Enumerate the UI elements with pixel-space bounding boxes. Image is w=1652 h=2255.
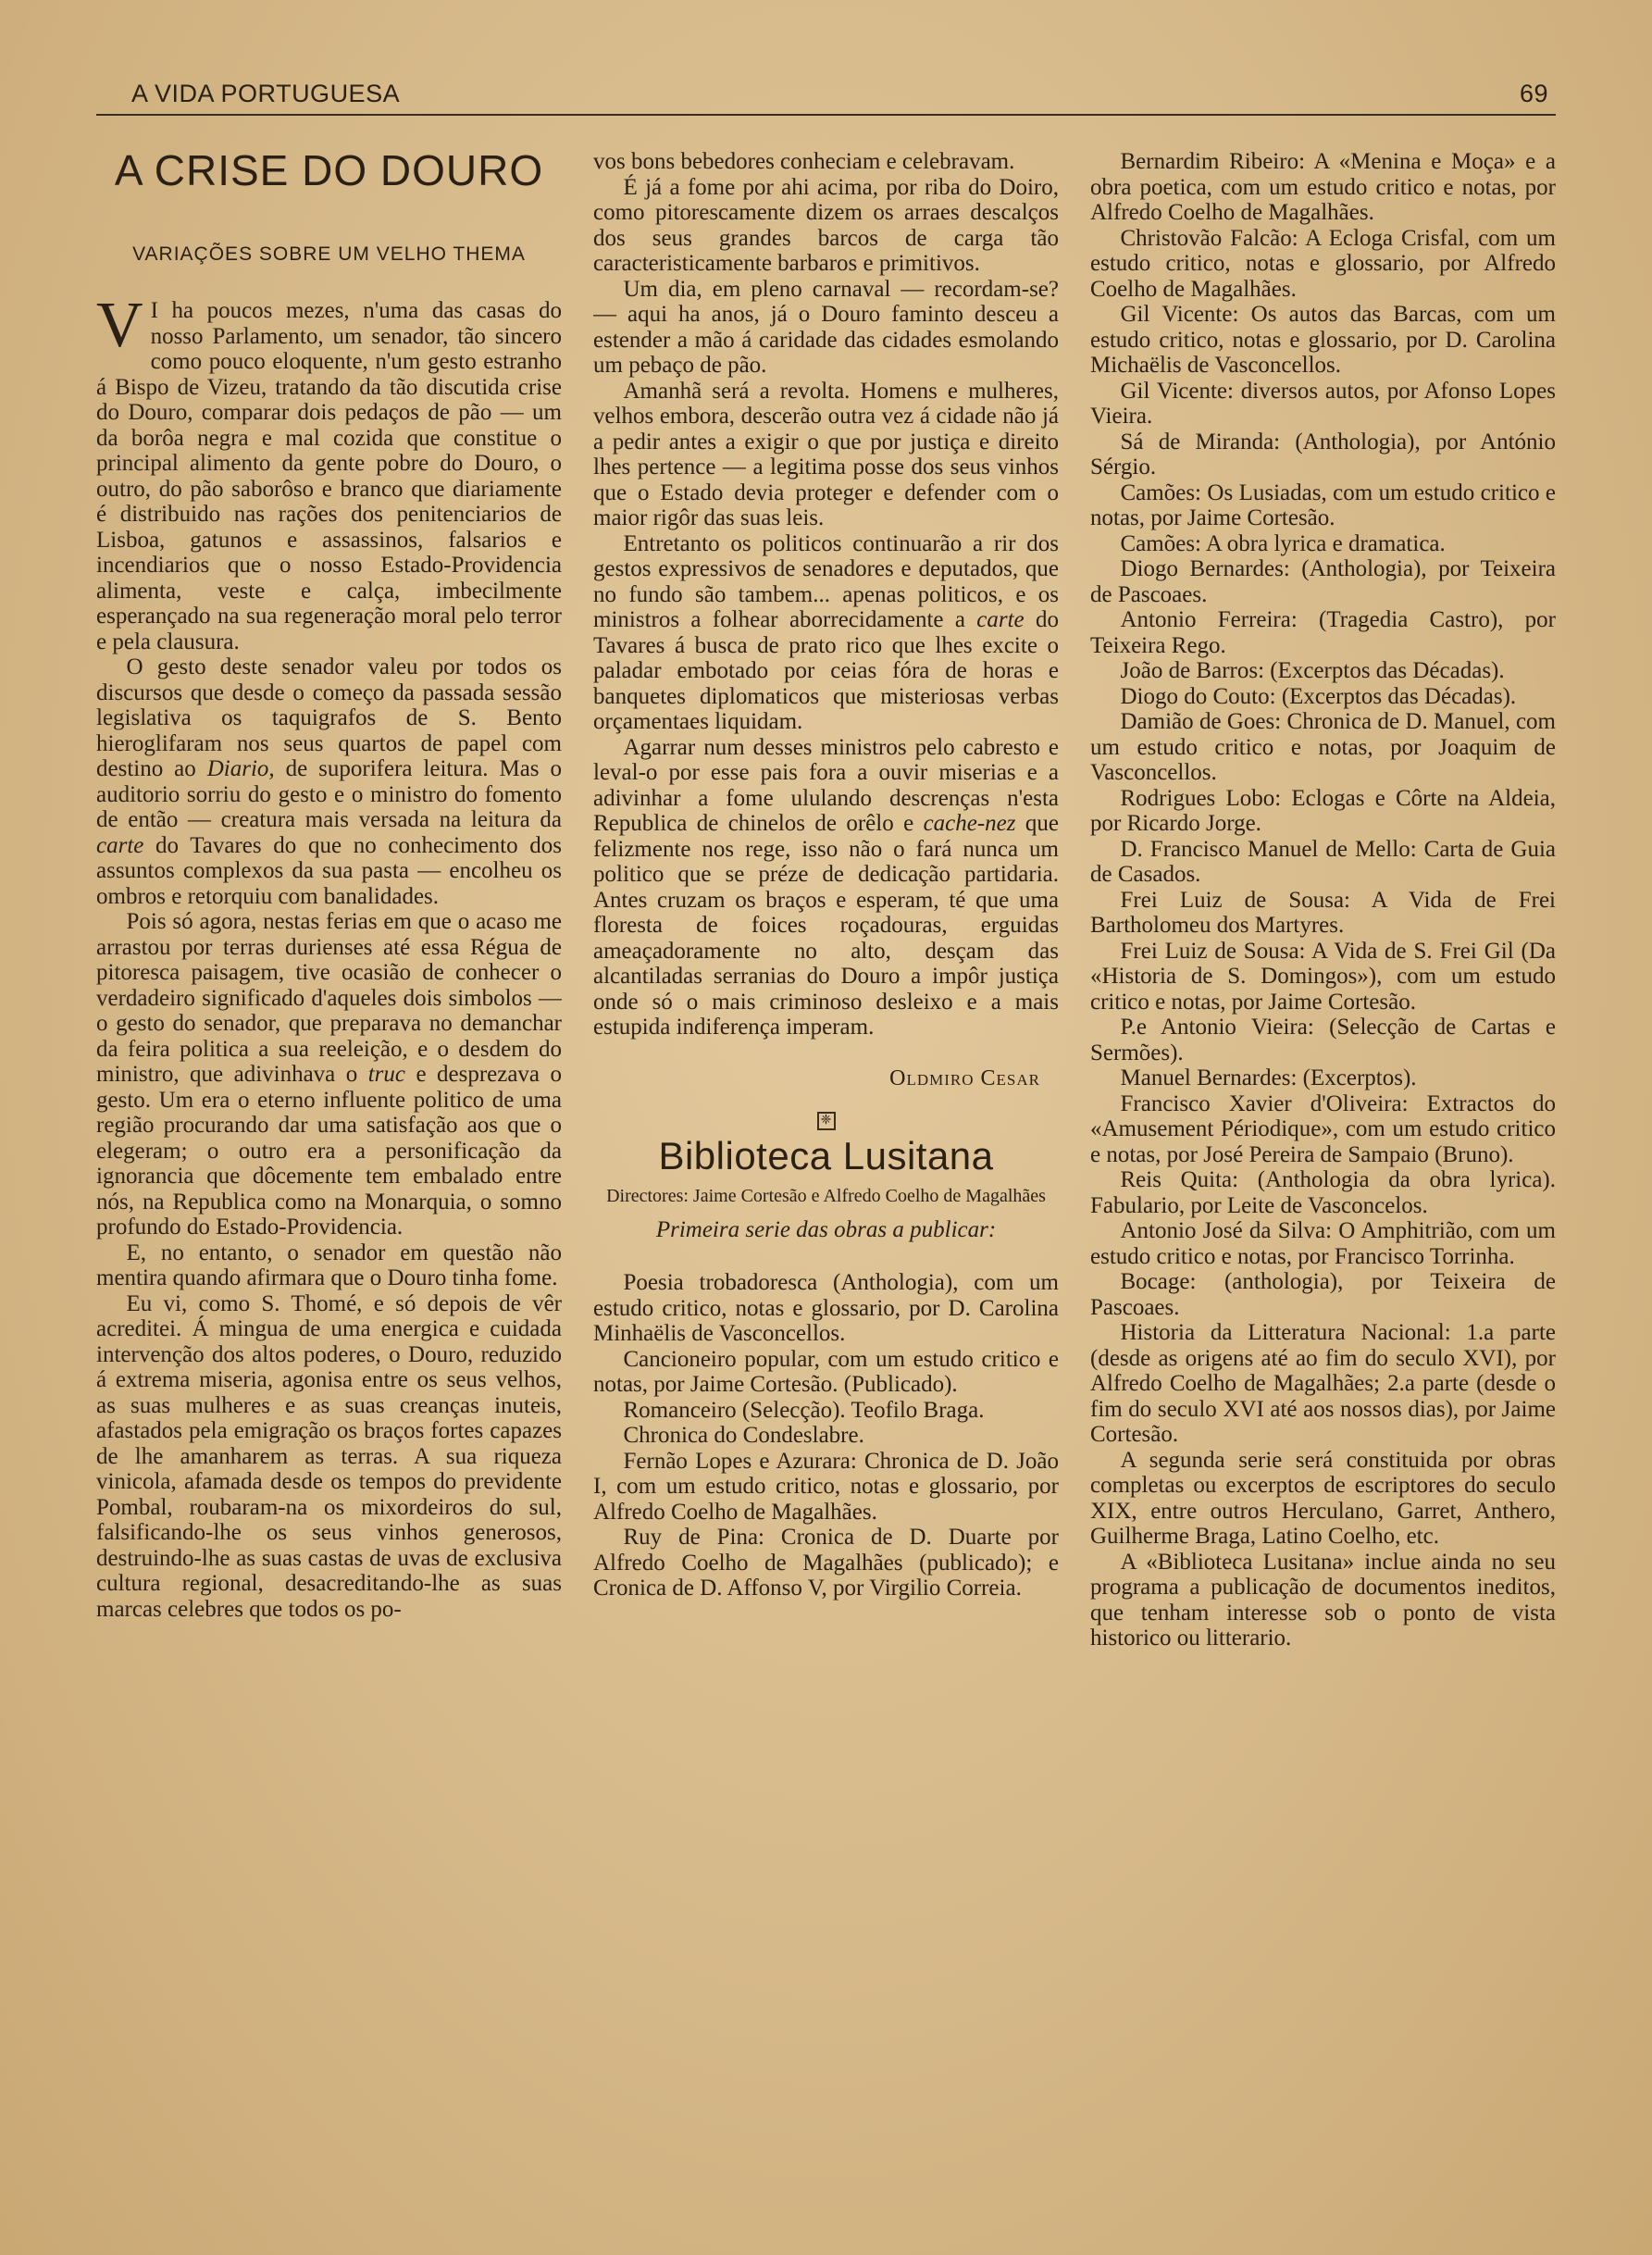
work-entry: Camões: Os Lusiadas, com um estudo critico e notas, por Jaime Cortesão.: [1090, 480, 1556, 530]
article-paragraph: vos bons bebedores conheciam e celebravam.: [593, 149, 1015, 174]
work-entry: Frei Luiz de Sousa: A Vida de S. Frei Gil (Da «Historia de S. Domingos»), com um estudo critico e notas, por Jaime Cortesão.: [1090, 938, 1556, 1015]
work-entry: Rodrigues Lobo: Eclogas e Côrte na Aldeia, por Ricardo Jorge.: [1090, 785, 1556, 836]
work-entry: Poesia trobadoresca (Anthologia), com um estudo critico, notas e glossario, por D. Carolina Minhaëlis de Vasconcellos.: [593, 1270, 1059, 1346]
article-paragraph: V I ha poucos mezes, n'uma das casas do nosso Parlamento, um senador, tão sincero como pouco eloquente, n'um gesto estranho á Bispo de Vizeu, tratando da tão discutida crise do Douro, comparar dois pedaços de pão — um da borôa negra e mal cozida que constitue o principal alimento da gente pobre do Douro, o outro, do pão saborôso e branco que diariamente é distribuido nas rações dos penitenciarios de Lisboa, gatunos e assassinos, falsarios e incendiarios que o nosso Estado-Providencia alimenta, veste e calça, imbecilmente esperançado na sua regeneração moral pelo terror e pela clausura.: [96, 290, 562, 654]
ornament-icon: ❈: [817, 1112, 836, 1130]
article-paragraph: Agarrar num desses ministros pelo cabresto e leval-o por esse pais fora a ouvir miserias e a adivinhar a fome ululando descrenças n'esta Republica de chinelos de orêlo e cache-nez que felizmente nos rege, isso não o fará nunca um politico que se préze de dedicação partidaria. Antes cruzam os braços e esperam, té que uma floresta de foices roçadouras, erguidas ameaçadoramente no alto, desçam das alcantiladas serranias do Douro a impôr justiça onde só o mais criminoso desleixo e a mais estupida indiferença imperam.: [593, 734, 1059, 1040]
work-entry: Frei Luiz de Sousa: A Vida de Frei Bartholomeu dos Martyres.: [1090, 887, 1556, 938]
work-entry: Bernardim Ribeiro: A «Menina e Moça» e a obra poetica, com um estudo critico e notas, por Alfredo Coelho de Magalhães.: [1090, 149, 1556, 225]
work-entry: Antonio José da Silva: O Amphitrião, com um estudo critico e notas, por Francisco Torrinha.: [1090, 1218, 1556, 1269]
article-paragraph: O gesto deste senador valeu por todos os discursos que desde o começo da passada sessão legislativa os taquigrafos de S. Bento hieroglifaram nos seus quartos de papel com destino ao Diario, de suporifera leitura. Mas o auditorio sorriu do gesto e o ministro do fomento de então — creatura mais versada na leitura da carte do Tavares do que no conhecimento dos assuntos complexos da sua pasta — encolheu os ombros e retorquiu com banalidades.: [96, 654, 562, 909]
article-subtitle: VARIAÇÕES SOBRE UM VELHO THEMA: [132, 243, 526, 265]
article-paragraph: É já a fome por ahi acima, por riba do Doiro, como pitorescamente dizem os arraes descalços dos seus grandes barcos de carga tão caracteristicamente barbaros e primitivos.: [593, 174, 1059, 276]
page-number: 69: [1519, 80, 1548, 107]
work-entry: Romanceiro (Selecção). Teofilo Braga.: [623, 1397, 985, 1423]
work-entry: Diogo Bernardes: (Anthologia), por Teixeira de Pascoaes.: [1090, 556, 1556, 607]
work-entry: D. Francisco Manuel de Mello: Carta de Guia de Casados.: [1090, 836, 1556, 887]
works-list-part-1: [593, 1270, 1059, 1601]
article-paragraph: Eu vi, como S. Thomé, e só depois de vêr acreditei. Á mingua de uma energica e cuidada intervenção dos altos poderes, o Douro, reduzido á extrema miseria, agonisa entre os seus velhos, as suas mulheres e as suas creanças inuteis, afastados pela emigração os braços fortes capazes de lhe amanharem as terras. A sua riqueza vinicola, afamada desde os tempos do previdente Pombal, roubaram-na os mixordeiros do sul, falsificando-lhe os seus vinhos generosos, destruindo-lhe as suas castas de uvas de exclusiva cultura regional, desacreditando-lhe as suas marcas celebres que todos os po-: [96, 1290, 562, 1622]
column-2: [593, 149, 1059, 2186]
work-entry: Francisco Xavier d'Oliveira: Extractos do «Amusement Périodique», com um estudo critico e notas, por José Pereira de Sampaio (Bruno).: [1090, 1090, 1556, 1167]
work-entry: A «Biblioteca Lusitana» inclue ainda no seu programa a publicação de documentos ineditos, que tenham interesse sob o ponto de vista historico ou litterario.: [1090, 1549, 1556, 1651]
column-1: [96, 149, 562, 2186]
work-entry: João de Barros: (Excerptos das Décadas).: [1120, 658, 1505, 683]
work-entry: Bocage: (anthologia), por Teixeira de Pascoaes.: [1090, 1269, 1556, 1320]
article-paragraph: Amanhã será a revolta. Homens e mulheres, velhos embora, descerão outra vez á cidade não já a pedir antes a exigir o que por justiça e direito lhes pertence — a legitima posse dos seus vinhos que o Estado devia proteger e defender com o maior rigôr das suas leis.: [593, 378, 1059, 530]
work-entry: Damião de Goes: Chronica de D. Manuel, com um estudo critico e notas, por Joaquim de Vasconcellos.: [1090, 709, 1556, 785]
work-entry: Ruy de Pina: Cronica de D. Duarte por Alfredo Coelho de Magalhães (publicado); e Cronica de D. Affonso V, por Virgilio Correia.: [593, 1525, 1059, 1601]
work-entry: Antonio Ferreira: (Tragedia Castro), por Teixeira Rego.: [1090, 607, 1556, 658]
drop-cap: V: [96, 290, 143, 361]
work-entry: Chronica do Condeslabre.: [623, 1423, 864, 1448]
column-3: [1090, 149, 1556, 2186]
biblioteca-title: Biblioteca Lusitana: [658, 1134, 994, 1177]
work-entry: Historia da Litteratura Nacional: 1.a parte (desde as origens até ao fim do seculo XVI), por Alfredo Coelho de Magalhães; 2.a parte (desde o fim do seculo XVI até aos nossos dias), por Jaime Cortesão.: [1090, 1320, 1556, 1447]
work-entry: Camões: A obra lyrica e dramatica.: [1120, 530, 1446, 556]
article-paragraph: Um dia, em pleno carnaval — recordam-se? — aqui ha anos, já o Douro faminto desceu a estender a mão á caridade das cidades esmolando um pebaço de pão.: [593, 276, 1059, 378]
article-signature: Oldmiro Cesar: [889, 1065, 1040, 1090]
serie-heading: Primeira serie das obras a publicar:: [655, 1216, 997, 1242]
work-entry: Gil Vicente: Os autos das Barcas, com um estudo critico, notas e glossario, por D. Carolina Michaëlis de Vasconcellos.: [1090, 302, 1556, 378]
article-paragraph: E, no entanto, o senador em questão não mentira quando afirmara que o Douro tinha fome.: [96, 1240, 562, 1290]
work-entry: Reis Quita: (Anthologia da obra lyrica). Fabulario, por Leite de Vasconcelos.: [1090, 1167, 1556, 1218]
biblioteca-directors: Directores: Jaime Cortesão e Alfredo Coelho de Magalhães: [606, 1185, 1046, 1206]
publication-title: A VIDA PORTUGUESA: [131, 80, 401, 107]
work-entry: A segunda serie será constituida por obras completas ou excerptos de escriptores do seculo XIX, entre outros Herculano, Garret, Anthero, Guilherme Braga, Latino Coelho, etc.: [1090, 1447, 1556, 1549]
article-title: A CRISE DO DOURO: [114, 149, 544, 194]
running-header: [96, 80, 1556, 116]
text-columns: [96, 149, 1556, 2186]
article-paragraph: Pois só agora, nestas ferias em que o acaso me arrastou por terras durienses até essa Régua de pitoresca paisagem, tive ocasião de conhecer o verdadeiro significado d'aqueles dois simbolos — o gesto do senador, que preparava no demanchar da feira politica a sua reeleição, e o desdem do ministro, que adivinhava o truc e desprezava o gesto. Um era o eterno influente politico de uma região procurando dar uma satisfação aos que o elegeram; o outro era a personificação da ignorancia que dôcemente tem embalado entre nós, na Republica como na Monarquia, o somno profundo do Estado-Providencia.: [96, 909, 562, 1240]
article-paragraph: Entretanto os politicos continuarão a rir dos gestos expressivos de senadores e deputados, que no fundo são tambem... apenas politicos, e os ministros a folhear aborrecidamente a carte do Tavares á busca de prato rico que lhes excite o paladar embotado por ceias fóra de horas e banquetes diplomaticos que misteriosas verbas orçamentaes liquidam.: [593, 530, 1059, 734]
work-entry: Diogo do Couto: (Excerptos das Décadas).: [1120, 683, 1517, 709]
work-entry: Fernão Lopes e Azurara: Chronica de D. João I, com um estudo critico, notas e glossario, por Alfredo Coelho de Magalhães.: [593, 1448, 1059, 1525]
work-entry: Manuel Bernardes: (Excerptos).: [1120, 1065, 1417, 1090]
work-entry: Christovão Falcão: A Ecloga Crisfal, com um estudo critico, notas e glossario, por Alfredo Coelho de Magalhães.: [1090, 225, 1556, 302]
work-entry: Sá de Miranda: (Anthologia), por António Sérgio.: [1090, 429, 1556, 480]
work-entry: P.e Antonio Vieira: (Selecção de Cartas e Sermões).: [1090, 1015, 1556, 1065]
works-list-part-2: [1090, 149, 1556, 1651]
work-entry: Gil Vicente: diversos autos, por Afonso Lopes Vieira.: [1090, 378, 1556, 429]
work-entry: Cancioneiro popular, com um estudo critico e notas, por Jaime Cortesão. (Publicado).: [593, 1346, 1059, 1397]
